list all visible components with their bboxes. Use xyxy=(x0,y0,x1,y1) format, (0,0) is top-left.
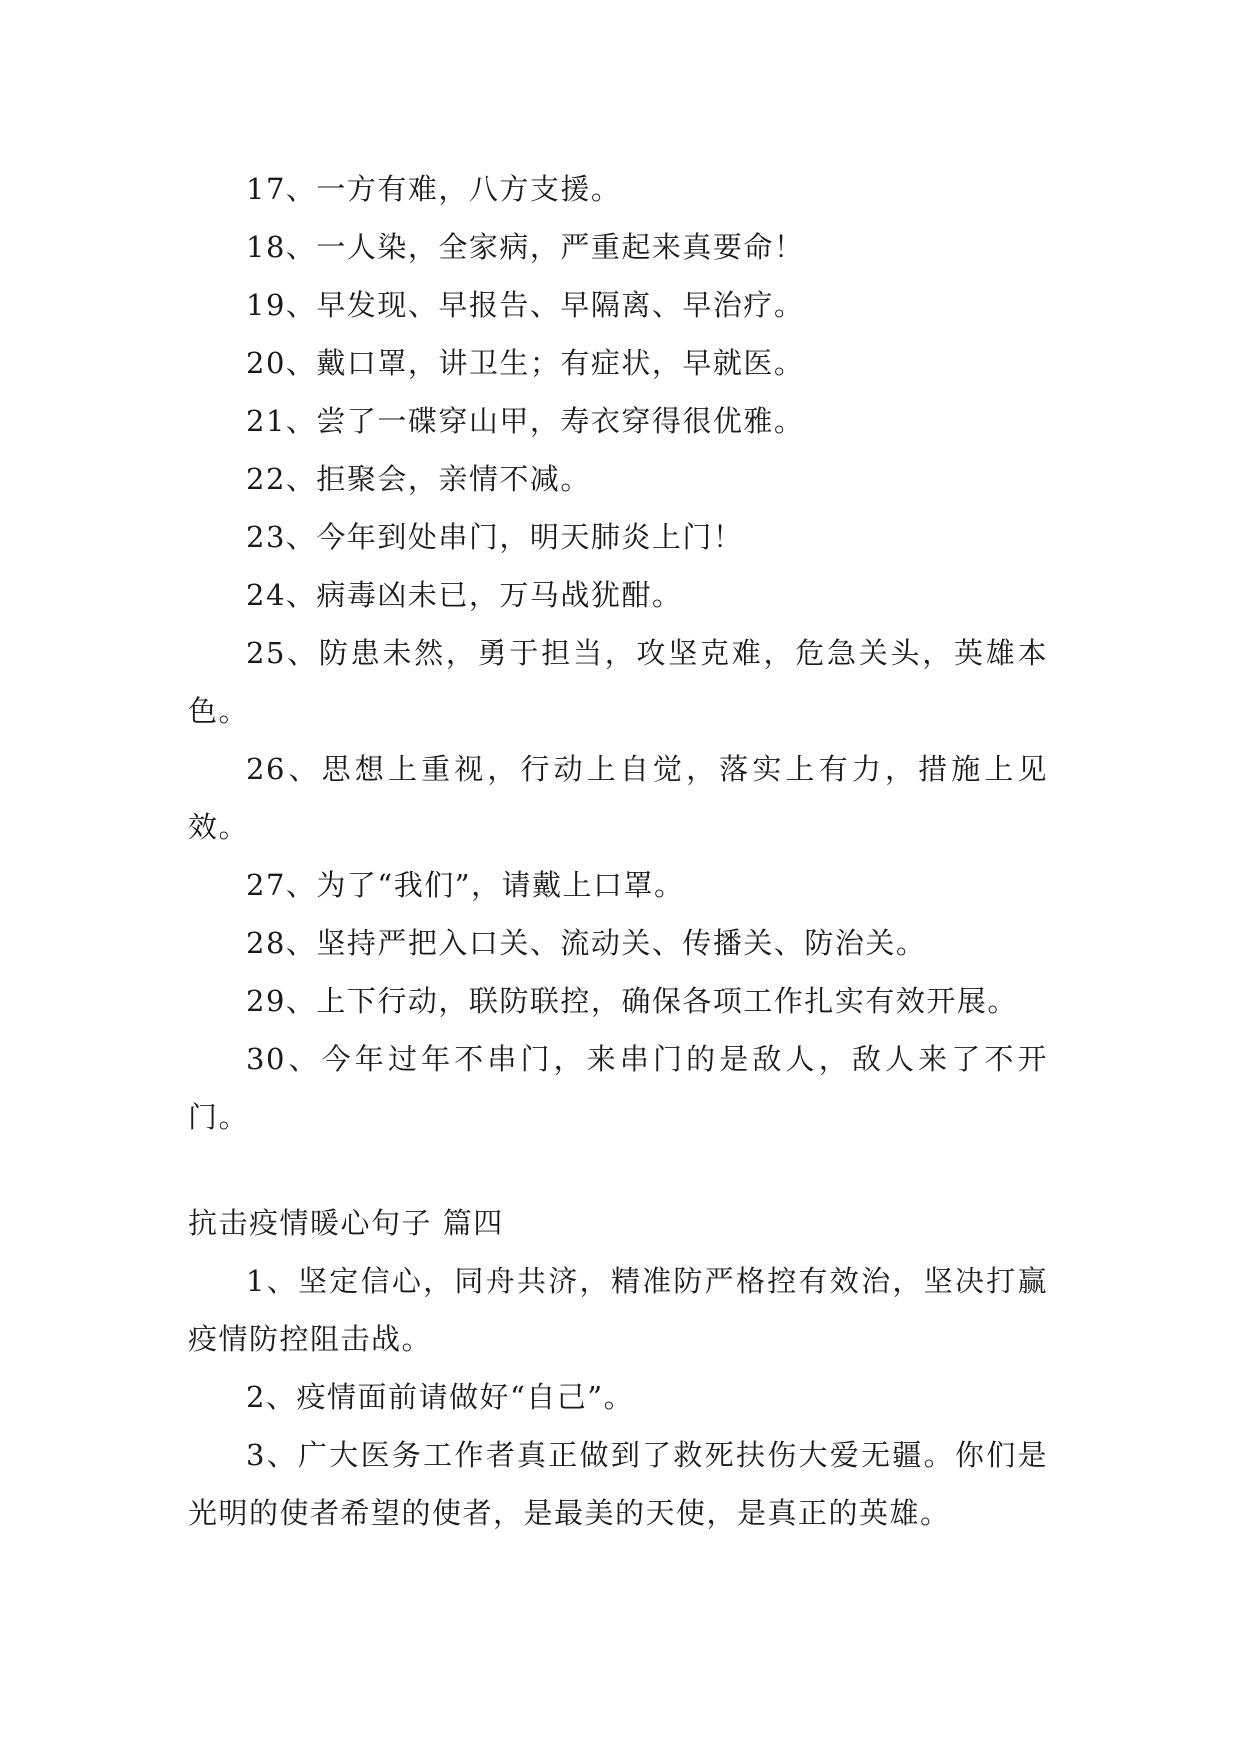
list-item: 3、广大医务工作者真正做到了救死扶伤大爱无疆。你们是光明的使者希望的使者，是最美的天使，是真正的英雄。 xyxy=(188,1438,1048,1530)
list-item: 25、防患未然，勇于担当，攻坚克难，危急关头，英雄本色。 xyxy=(188,636,1048,728)
list-item: 26、思想上重视，行动上自觉，落实上有力，措施上见效。 xyxy=(188,752,1048,844)
list-item: 22、拒聚会，亲情不减。 xyxy=(246,462,591,496)
list-item: 17、一方有难，八方支援。 xyxy=(246,172,622,206)
list-item: 19、早发现、早报告、早隔离、早治疗。 xyxy=(246,288,805,322)
list-item: 2、疫情面前请做好“自己”。 xyxy=(246,1380,635,1414)
document-body xyxy=(188,160,1048,1542)
list-item: 20、戴口罩，讲卫生；有症状，早就医。 xyxy=(246,346,805,380)
list-item: 21、尝了一碟穿山甲，寿衣穿得很优雅。 xyxy=(246,404,805,438)
list-item: 1、坚定信心，同舟共济，精准防严格控有效治，坚决打赢疫情防控阻击战。 xyxy=(188,1264,1048,1356)
section-heading: 抗击疫情暖心句子 篇四 xyxy=(188,1206,504,1240)
list-item: 24、病毒凶未已，万马战犹酣。 xyxy=(246,578,683,612)
list-item: 28、坚持严把入口关、流动关、传播关、防治关。 xyxy=(246,926,927,960)
list-item: 30、今年过年不串门，来串门的是敌人，敌人来了不开门。 xyxy=(188,1042,1048,1134)
list-item: 27、为了“我们”，请戴上口罩。 xyxy=(246,868,685,902)
list-item: 23、今年到处串门，明天肺炎上门！ xyxy=(246,520,744,554)
list-item: 29、上下行动，联防联控，确保各项工作扎实有效开展。 xyxy=(246,984,1018,1018)
list-item: 18、一人染，全家病，严重起来真要命！ xyxy=(246,230,805,264)
